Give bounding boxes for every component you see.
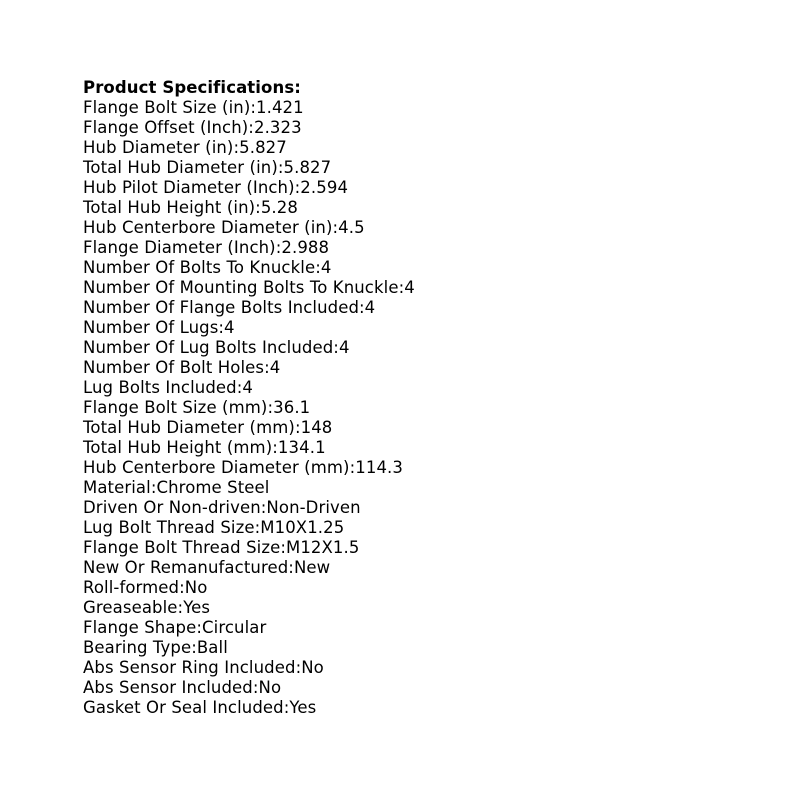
list-item: Material:Chrome Steel: [83, 478, 270, 497]
list-item: Abs Sensor Ring Included:No: [83, 658, 324, 677]
list-item: Roll-formed:No: [83, 578, 208, 597]
list-item: Flange Shape:Circular: [83, 618, 267, 637]
list-item: Total Hub Diameter (in):5.827: [83, 158, 332, 177]
list-item: Flange Bolt Size (in):1.421: [83, 98, 304, 117]
list-item: Flange Bolt Size (mm):36.1: [83, 398, 311, 417]
list-item: Total Hub Height (mm):134.1: [83, 438, 326, 457]
list-item: New Or Remanufactured:New: [83, 558, 331, 577]
list-item: Number Of Lug Bolts Included:4: [83, 338, 350, 357]
list-item: Number Of Flange Bolts Included:4: [83, 298, 376, 317]
list-item: Number Of Mounting Bolts To Knuckle:4: [83, 278, 415, 297]
list-item: Flange Offset (Inch):2.323: [83, 118, 302, 137]
list-item: Gasket Or Seal Included:Yes: [83, 698, 317, 717]
list-item: Flange Diameter (Inch):2.988: [83, 238, 330, 257]
list-item: Total Hub Height (in):5.28: [83, 198, 298, 217]
product-specifications-block: [83, 78, 743, 718]
list-item: Driven Or Non-driven:Non-Driven: [83, 498, 361, 517]
list-item: Abs Sensor Included:No: [83, 678, 282, 697]
page-title: Product Specifications:: [83, 78, 301, 97]
list-item: Hub Centerbore Diameter (in):4.5: [83, 218, 365, 237]
list-item: Lug Bolt Thread Size:M10X1.25: [83, 518, 345, 537]
list-item: Number Of Bolt Holes:4: [83, 358, 281, 377]
list-item: Hub Pilot Diameter (Inch):2.594: [83, 178, 349, 197]
list-item: Bearing Type:Ball: [83, 638, 228, 657]
list-item: Number Of Lugs:4: [83, 318, 235, 337]
list-item: Total Hub Diameter (mm):148: [83, 418, 333, 437]
list-item: Flange Bolt Thread Size:M12X1.5: [83, 538, 360, 557]
list-item: Number Of Bolts To Knuckle:4: [83, 258, 332, 277]
list-item: Lug Bolts Included:4: [83, 378, 253, 397]
list-item: Hub Diameter (in):5.827: [83, 138, 287, 157]
specifications-list: [83, 98, 743, 718]
list-item: Greaseable:Yes: [83, 598, 211, 617]
list-item: Hub Centerbore Diameter (mm):114.3: [83, 458, 403, 477]
